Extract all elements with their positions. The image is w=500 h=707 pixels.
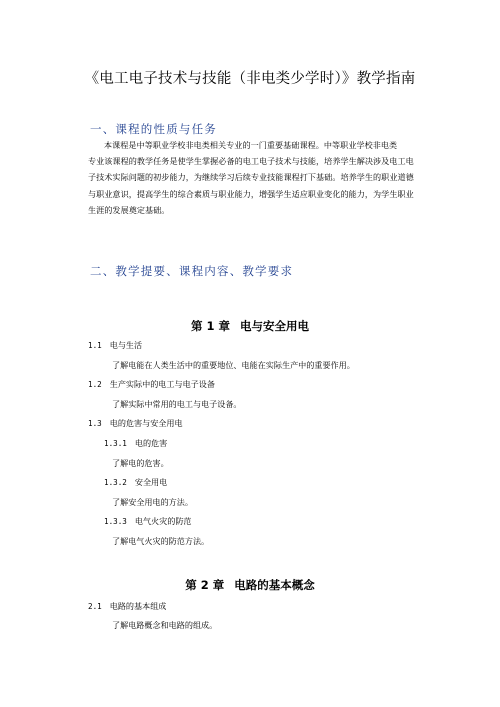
outline-item-1-3-1 (104, 438, 167, 449)
item-title: 电的危害与安全用电 (109, 418, 183, 428)
chapter-name: 电路的基本概念 (234, 578, 315, 592)
item-title: 电的危害 (134, 438, 168, 448)
item-number: 1.3.3 (104, 517, 127, 526)
outline-item-1-3-3-desc: 了解电气火灾的防范方法。 (112, 536, 210, 546)
outline-item-1-3-1-desc: 了解电的危害。 (112, 458, 169, 468)
item-title: 安全用电 (134, 477, 168, 487)
course-description-paragraph (88, 137, 428, 218)
paragraph-line: 与职业意识，提高学生的综合素质与职业能力，增强学生适应职业变化的能力，为学生职业 (88, 188, 414, 199)
document-title: 《电工电子技术与技能（非电类少学时）》教学指南 (84, 71, 416, 87)
section-heading-2: 二、教学提要、课程内容、教学要求 (90, 264, 294, 278)
outline-item-2-1 (88, 601, 166, 612)
paragraph-line: 生涯的发展奠定基础。 (88, 204, 170, 215)
chapter-label: 第 2 章 (185, 578, 225, 592)
item-number: 1.3 (88, 419, 102, 428)
chapter-1-title (0, 318, 500, 334)
chapter-name: 电与安全用电 (240, 319, 309, 333)
section-heading-1: 一、课程的性质与任务 (90, 122, 217, 136)
item-number: 1.2 (88, 380, 102, 389)
item-number: 1.3.1 (104, 439, 127, 448)
paragraph-line: 子技术实际问题的初步能力，为继续学习后续专业技能课程打下基础。培养学生的职业道德 (88, 172, 414, 183)
outline-item-1-3-3 (104, 516, 192, 527)
paragraph-line: 本课程是中等职业学校非电类相关专业的一门重要基础课程。中等职业学校非电类 (104, 140, 398, 150)
item-title: 电气火灾的防范 (134, 516, 192, 526)
item-title: 电与生活 (109, 340, 143, 350)
outline-item-1-1 (88, 340, 142, 351)
outline-item-1-1-desc: 了解电能在人类生活中的重要地位、电能在实际生产中的重要作用。 (112, 360, 355, 370)
outline-item-1-3 (88, 418, 183, 429)
item-number: 1.3.2 (104, 478, 127, 487)
outline-item-1-2-desc: 了解实际中常用的电工与电子设备。 (112, 399, 242, 409)
item-title: 生产实际中的电工与电子设备 (109, 379, 215, 389)
chapter-label: 第 1 章 (190, 319, 230, 333)
item-number: 2.1 (88, 602, 102, 611)
outline-item-1-3-2 (104, 477, 167, 488)
paragraph-line: 专业该课程的教学任务是使学生掌握必备的电工电子技术与技能，培养学生解决涉及电工电 (88, 156, 414, 167)
item-title: 电路的基本组成 (109, 601, 167, 611)
item-number: 1.1 (88, 341, 102, 350)
outline-item-1-3-2-desc: 了解安全用电的方法。 (112, 497, 193, 507)
outline-item-2-1-desc: 了解电路概念和电路的组成。 (112, 620, 218, 630)
outline-item-1-2 (88, 379, 215, 390)
chapter-2-title (0, 577, 500, 593)
